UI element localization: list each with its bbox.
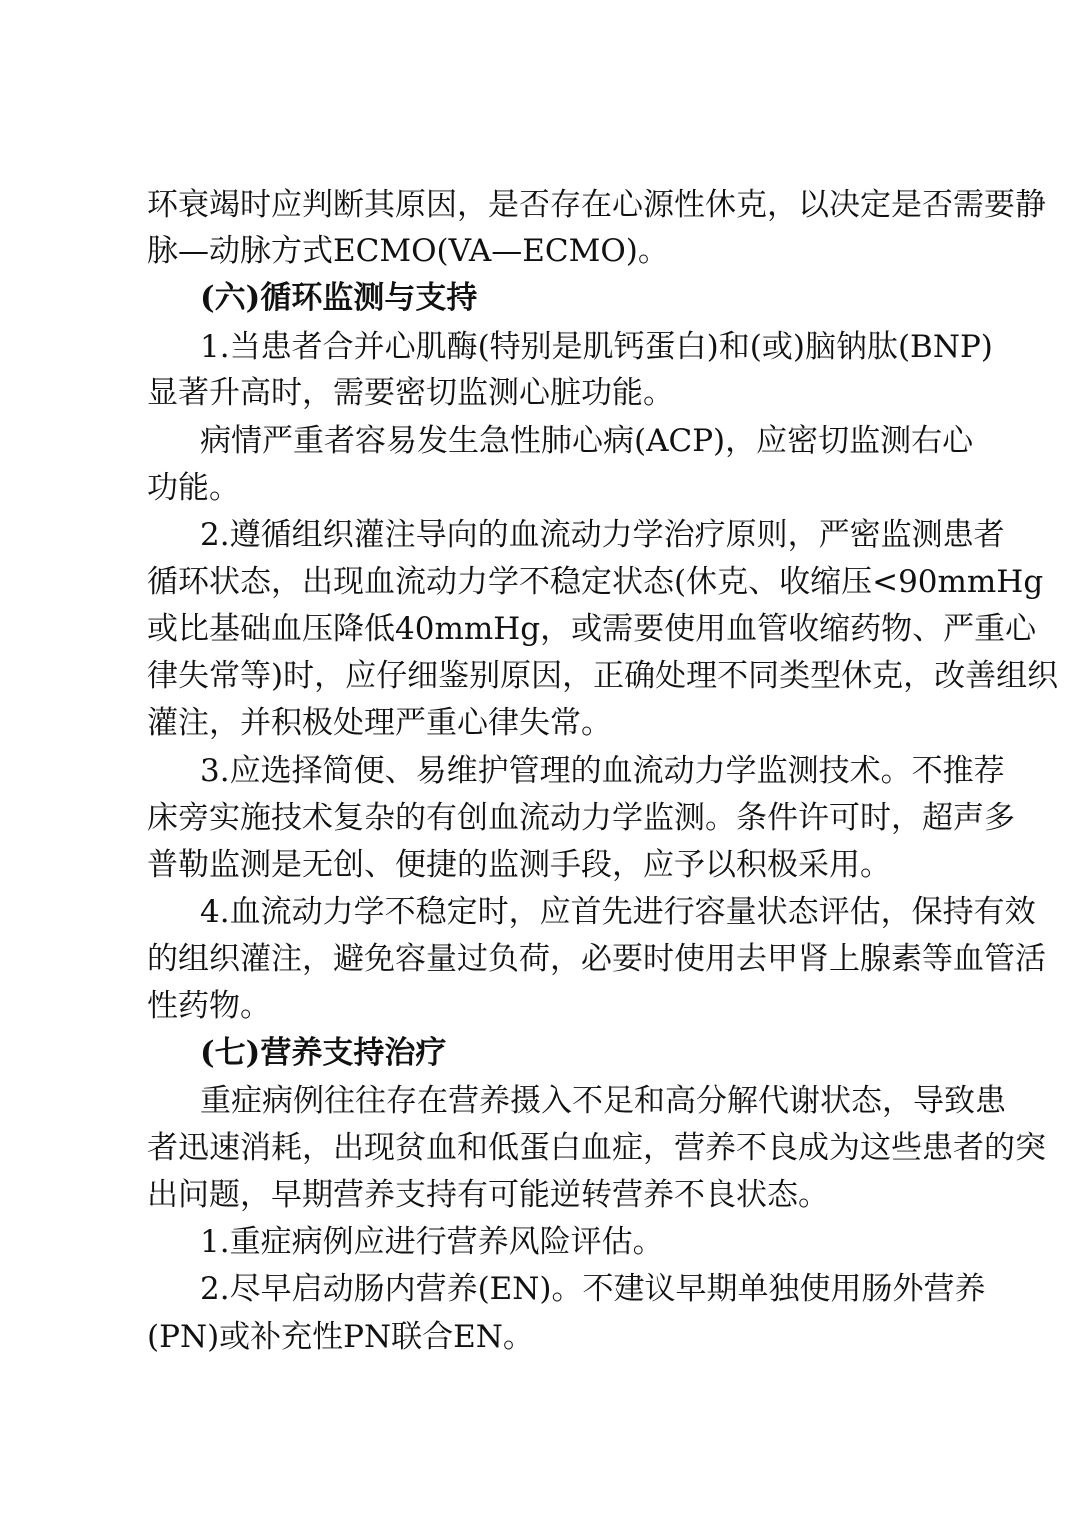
text-line: 出问题，早期营养支持有可能逆转营养不良状态。: [147, 1177, 829, 1213]
section-heading-circulation: (六)循环监测与支持: [200, 280, 478, 316]
text-line: 普勒监测是无创、便捷的监测手段，应予以积极采用。: [147, 847, 891, 883]
text-line: 性药物。: [147, 988, 271, 1024]
text-line: 1.当患者合并心肌酶(特别是肌钙蛋白)和(或)脑钠肽(BNP): [200, 329, 993, 365]
text-line: 2.遵循组织灌注导向的血流动力学治疗原则，严密监测患者: [200, 517, 1005, 553]
text-line: 循环状态，出现血流动力学不稳定状态(休克、收缩压<90mmHg: [147, 564, 1044, 600]
text-line: 病情严重者容易发生急性肺心病(ACP)，应密切监测右心: [200, 423, 974, 459]
text-line: 的组织灌注，避免容量过负荷，必要时使用去甲肾上腺素等血管活: [147, 941, 1046, 977]
text-line: 4.血流动力学不稳定时，应首先进行容量状态评估，保持有效: [200, 894, 1036, 930]
text-line: 1.重症病例应进行营养风险评估。: [200, 1224, 664, 1260]
text-line: 功能。: [147, 470, 240, 506]
text-line: 重症病例往往存在营养摄入不足和高分解代谢状态，导致患: [200, 1083, 1006, 1119]
text-line: 3.应选择简便、易维护管理的血流动力学监测技术。不推荐: [200, 753, 1005, 789]
text-line: 2.尽早启动肠内营养(EN)。不建议早期单独使用肠外营养: [200, 1271, 986, 1307]
text-line: 脉—动脉方式ECMO(VA—ECMO)。: [147, 233, 669, 269]
text-line: 者迅速消耗，出现贫血和低蛋白血症，营养不良成为这些患者的突: [147, 1130, 1046, 1166]
text-line: 或比基础血压降低40mmHg，或需要使用血管收缩药物、严重心: [147, 611, 1037, 647]
text-line: 灌注，并积极处理严重心律失常。: [147, 705, 612, 741]
text-line: 环衰竭时应判断其原因，是否存在心源性休克，以决定是否需要静: [147, 187, 1046, 223]
text-line: 床旁实施技术复杂的有创血流动力学监测。条件许可时，超声多: [147, 800, 1015, 836]
section-heading-nutrition: (七)营养支持治疗: [200, 1035, 447, 1071]
text-line: (PN)或补充性PN联合EN。: [147, 1319, 534, 1355]
text-line: 律失常等)时，应仔细鉴别原因，正确处理不同类型休克，改善组织: [147, 658, 1059, 694]
text-line: 显著升高时，需要密切监测心脏功能。: [147, 375, 674, 411]
